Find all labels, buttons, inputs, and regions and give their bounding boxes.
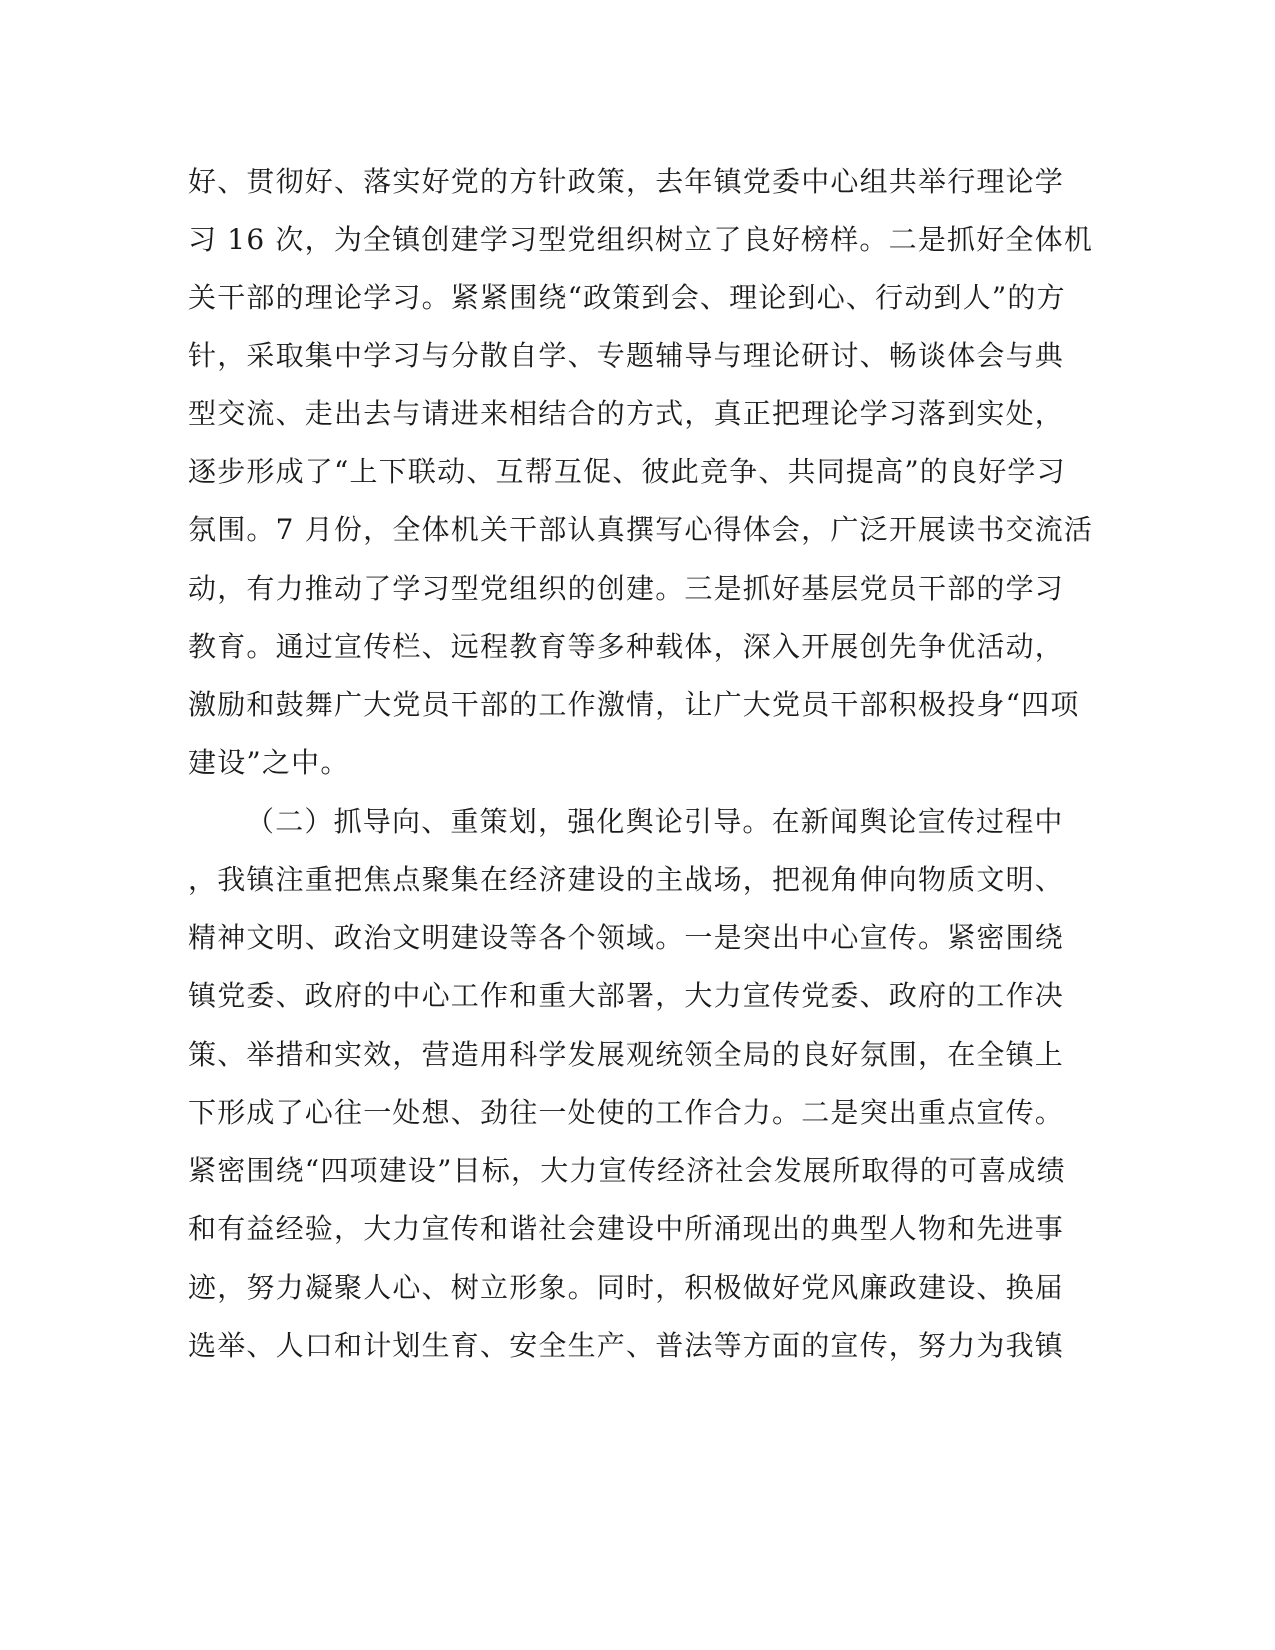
text-line: 好、贯彻好、落实好党的方针政策，去年镇党委中心组共举行理论学 — [188, 165, 1065, 198]
text-line: 针，采取集中学习与分散自学、专题辅导与理论研讨、畅谈体会与典 — [188, 339, 1065, 372]
text-line: 型交流、走出去与请进来相结合的方式，真正把理论学习落到实处， — [188, 397, 1065, 430]
text-line: 选举、人口和计划生育、安全生产、普法等方面的宣传，努力为我镇 — [188, 1329, 1065, 1362]
text-line: ，我镇注重把焦点聚集在经济建设的主战场，把视角伸向物质文明、 — [188, 863, 1065, 896]
text-line: 逐步形成了“上下联动、互帮互促、彼此竞争、共同提高”的良好学习 — [188, 455, 1066, 488]
text-line: 动，有力推动了学习型党组织的创建。三是抓好基层党员干部的学习 — [188, 572, 1065, 605]
text-line: 下形成了心往一处想、劲往一处使的工作合力。二是突出重点宣传。 — [188, 1096, 1065, 1129]
text-line: 镇党委、政府的中心工作和重大部署，大力宣传党委、政府的工作决 — [188, 979, 1065, 1012]
text-line: 建设”之中。 — [188, 746, 350, 779]
text-line: 和有益经验，大力宣传和谐社会建设中所涌现出的典型人物和先进事 — [188, 1212, 1065, 1245]
text-line: 氛围。7 月份，全体机关干部认真撰写心得体会，广泛开展读书交流活 — [188, 513, 1094, 546]
text-line: 紧密围绕“四项建设”目标，大力宣传经济社会发展所取得的可喜成绩 — [188, 1154, 1066, 1187]
text-line: 精神文明、政治文明建设等各个领域。一是突出中心宣传。紧密围绕 — [188, 921, 1065, 954]
section-heading-line: （二）抓导向、重策划，强化舆论引导。在新闻舆论宣传过程中 — [246, 805, 1064, 838]
text-line: 激励和鼓舞广大党员干部的工作激情，让广大党员干部积极投身“四项 — [188, 688, 1080, 721]
text-line: 迹，努力凝聚人心、树立形象。同时，积极做好党风廉政建设、换届 — [188, 1271, 1065, 1304]
text-line: 策、举措和实效，营造用科学发展观统领全局的良好氛围，在全镇上 — [188, 1038, 1065, 1071]
text-line: 关干部的理论学习。紧紧围绕“政策到会、理论到心、行动到人”的方 — [188, 281, 1066, 314]
text-line: 教育。通过宣传栏、远程教育等多种载体，深入开展创先争优活动， — [188, 630, 1065, 663]
text-line: 习 16 次，为全镇创建学习型党组织树立了良好榜样。二是抓好全体机 — [188, 223, 1094, 256]
